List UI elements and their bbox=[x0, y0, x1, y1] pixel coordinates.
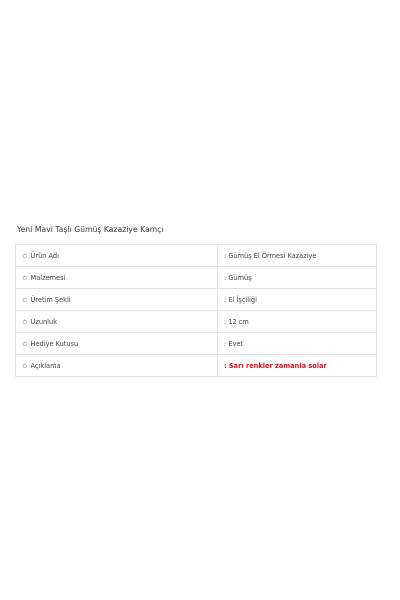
product-spec-table bbox=[15, 244, 377, 377]
star-outline-icon: ✩ bbox=[22, 361, 28, 370]
spec-row-material bbox=[16, 267, 377, 289]
star-outline-icon: ✩ bbox=[22, 251, 28, 260]
spec-label-cell bbox=[16, 245, 218, 267]
spec-label: Açıklama bbox=[30, 361, 61, 370]
spec-value: : Gümüş El Örmesi Kazaziye bbox=[218, 245, 377, 267]
spec-row-product-name bbox=[16, 245, 377, 267]
spec-value: : Evet bbox=[218, 333, 377, 355]
spec-label: Üretim Şekli bbox=[30, 295, 71, 304]
spec-label: Uzunluk bbox=[30, 317, 58, 326]
spec-label-cell bbox=[16, 355, 218, 377]
spec-label: Malzemesi bbox=[30, 273, 66, 282]
spec-label-cell bbox=[16, 289, 218, 311]
spec-value: : El İşçiliği bbox=[218, 289, 377, 311]
spec-label: Ürün Adı bbox=[30, 251, 59, 260]
spec-label-cell bbox=[16, 267, 218, 289]
spec-row-gift-box bbox=[16, 333, 377, 355]
spec-value-warning: : Sarı renkler zamanla solar bbox=[218, 355, 377, 377]
star-outline-icon: ✩ bbox=[22, 317, 28, 326]
spec-label-cell bbox=[16, 311, 218, 333]
spec-row-length bbox=[16, 311, 377, 333]
spec-label: Hediye Kutusu bbox=[30, 339, 79, 348]
star-outline-icon: ✩ bbox=[22, 339, 28, 348]
spec-label-cell bbox=[16, 333, 218, 355]
star-outline-icon: ✩ bbox=[22, 295, 28, 304]
spec-value: : Gümüş bbox=[218, 267, 377, 289]
spec-row-production-method bbox=[16, 289, 377, 311]
product-title: Yeni Mavi Taşlı Gümüş Kazaziye Kamçı bbox=[17, 225, 164, 234]
star-outline-icon: ✩ bbox=[22, 273, 28, 282]
spec-row-description bbox=[16, 355, 377, 377]
spec-value: : 12 cm bbox=[218, 311, 377, 333]
